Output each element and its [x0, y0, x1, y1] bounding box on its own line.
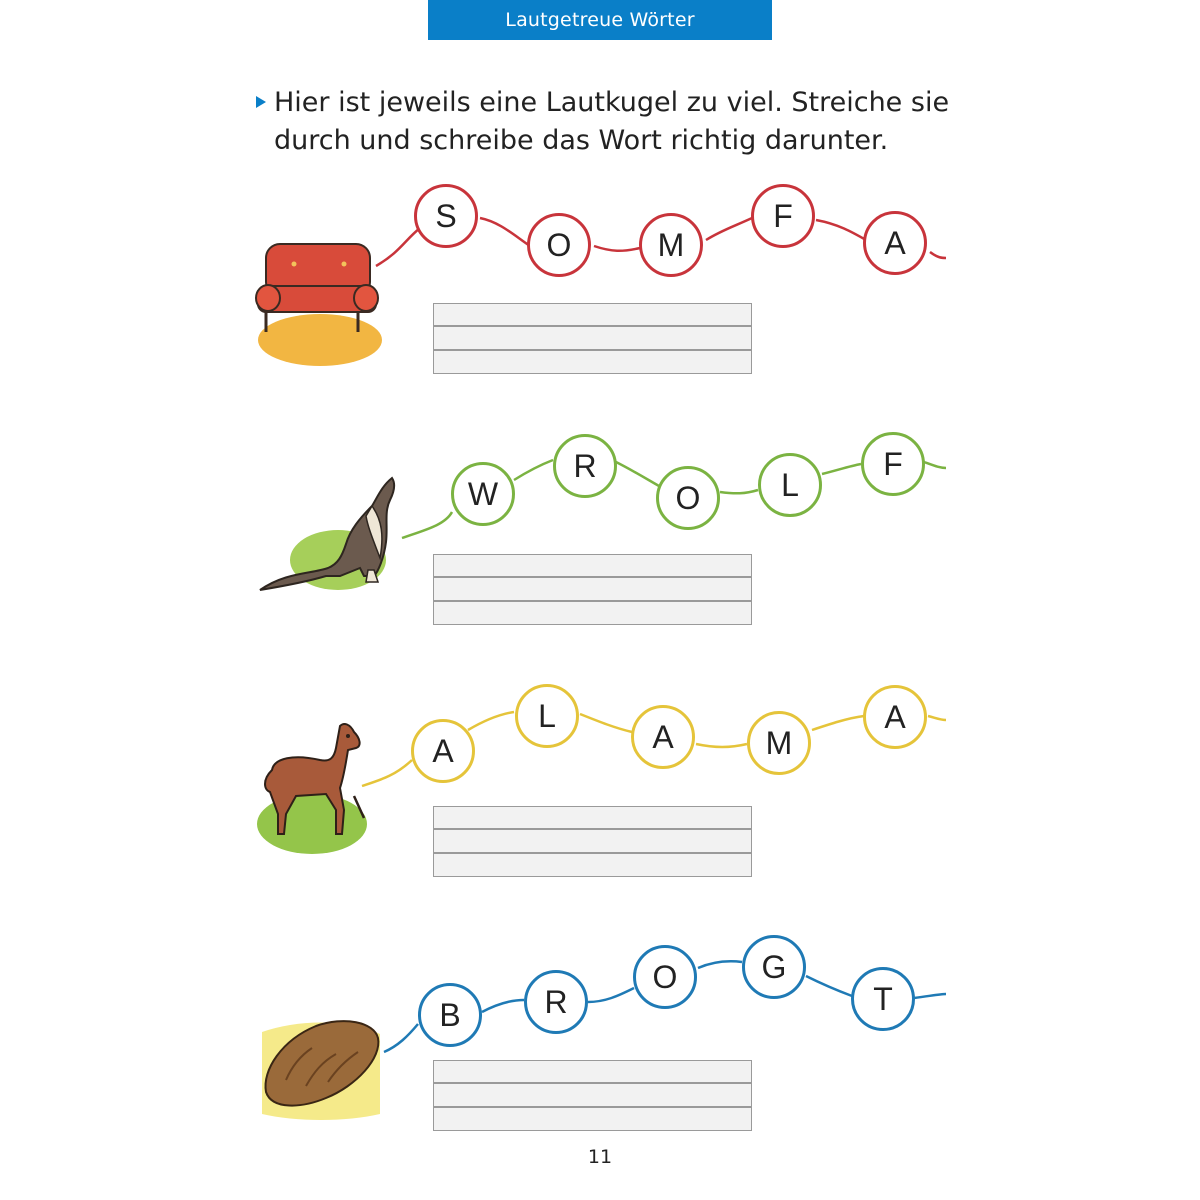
letter-ball[interactable]: M: [639, 213, 703, 277]
letter-ball[interactable]: O: [633, 945, 697, 1009]
sofa-icon: [252, 236, 387, 371]
letter-ball[interactable]: W: [451, 462, 515, 526]
page-number: 11: [587, 1146, 613, 1168]
lama-icon: [254, 718, 379, 858]
letter-ball[interactable]: R: [553, 434, 617, 498]
answer-writing-lines[interactable]: [433, 303, 752, 374]
letter-ball[interactable]: S: [414, 184, 478, 248]
answer-writing-lines[interactable]: [433, 554, 752, 625]
letter-ball[interactable]: L: [515, 684, 579, 748]
letter-ball[interactable]: M: [747, 711, 811, 775]
answer-writing-lines[interactable]: [433, 1060, 752, 1131]
letter-ball[interactable]: L: [758, 453, 822, 517]
letter-ball[interactable]: F: [751, 184, 815, 248]
letter-ball[interactable]: A: [863, 685, 927, 749]
section-title: Lautgetreue Wörter: [428, 0, 772, 40]
letter-ball[interactable]: T: [851, 967, 915, 1031]
wolf-icon: [256, 472, 406, 597]
letter-ball[interactable]: A: [863, 211, 927, 275]
instruction-line-1: Hier ist jeweils eine Lautkugel zu viel. Streiche sie: [274, 87, 950, 118]
letter-ball[interactable]: O: [527, 213, 591, 277]
answer-writing-lines[interactable]: [433, 806, 752, 877]
letter-ball[interactable]: A: [631, 705, 695, 769]
bread-icon: [256, 1010, 386, 1125]
letter-ball[interactable]: B: [418, 983, 482, 1047]
letter-ball[interactable]: R: [524, 970, 588, 1034]
bullet-arrow-icon: [256, 96, 266, 108]
letter-ball[interactable]: F: [861, 432, 925, 496]
instruction-line-2: durch und schreibe das Wort richtig darunter.: [274, 125, 889, 156]
letter-ball[interactable]: O: [656, 466, 720, 530]
letter-ball[interactable]: G: [742, 935, 806, 999]
letter-ball[interactable]: A: [411, 719, 475, 783]
instruction-text: [256, 84, 956, 160]
